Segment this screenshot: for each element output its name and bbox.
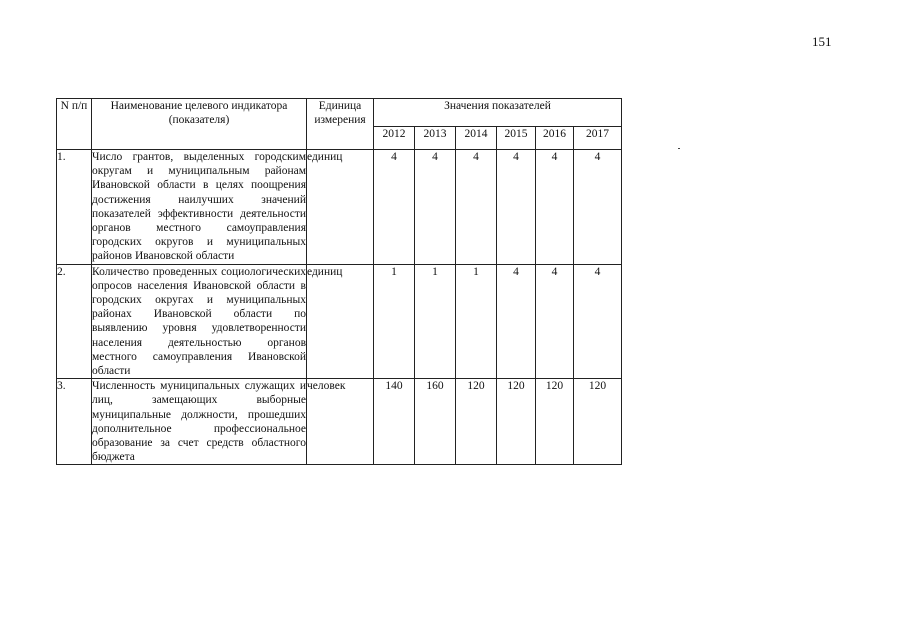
indicators-table [56,98,622,465]
page-number: 151 [812,34,832,49]
value-cell: 1 [456,264,497,379]
unit-cell: человек [307,379,374,465]
value-cell: 140 [374,379,415,465]
value-cell: 4 [497,150,536,265]
header-year: 2012 [374,127,415,150]
indicator-name: Численность муниципальных служащих и лиц, замещающих выборные муниципальные должности, прошедших дополнительное профессиональное образование за счет средств областного бюджета [92,380,306,464]
header-name: Наименование целевого индикатора (показателя) [92,99,307,150]
header-year: 2015 [497,127,536,150]
value-cell: 160 [415,379,456,465]
header-values: Значения показателей [374,99,622,127]
value-cell: 1 [374,264,415,379]
value-cell: 120 [497,379,536,465]
indicator-name: Число грантов, выделенных городским округам и муниципальным районам Ивановской области в целях поощрения достижения наилучших значений показателей эффективности деятельности органов местного самоуправления городских округов и муниципальных районов Ивановской области [92,151,306,263]
value-cell: 4 [536,264,574,379]
value-cell: 4 [415,150,456,265]
header-num: N п/п [57,99,92,150]
value-cell: 4 [497,264,536,379]
header-unit: Единица измерения [307,99,374,150]
table-row [57,264,622,379]
unit-cell: единиц [307,264,374,379]
value-cell: 4 [574,150,622,265]
table-row [57,379,622,465]
table-row [57,150,622,265]
value-cell: 120 [456,379,497,465]
header-year: 2013 [415,127,456,150]
value-cell: 120 [574,379,622,465]
value-cell: 1 [415,264,456,379]
value-cell: 4 [574,264,622,379]
header-year: 2016 [536,127,574,150]
unit-cell: единиц [307,150,374,265]
indicator-name: Количество проведенных социологических опросов населения Ивановской области в городских округах и муниципальных районах Ивановской области по выявлению уровня удовлетворенности населения деятельностью органов местного самоуправления Ивановской области [92,265,306,378]
value-cell: 4 [456,150,497,265]
scan-speck [678,148,680,149]
value-cell: 120 [536,379,574,465]
header-year: 2014 [456,127,497,150]
header-year: 2017 [574,127,622,150]
row-number: 2. [57,264,92,379]
row-number: 1. [57,150,92,265]
row-number: 3. [57,379,92,465]
value-cell: 4 [374,150,415,265]
header-row [57,99,622,127]
value-cell: 4 [536,150,574,265]
